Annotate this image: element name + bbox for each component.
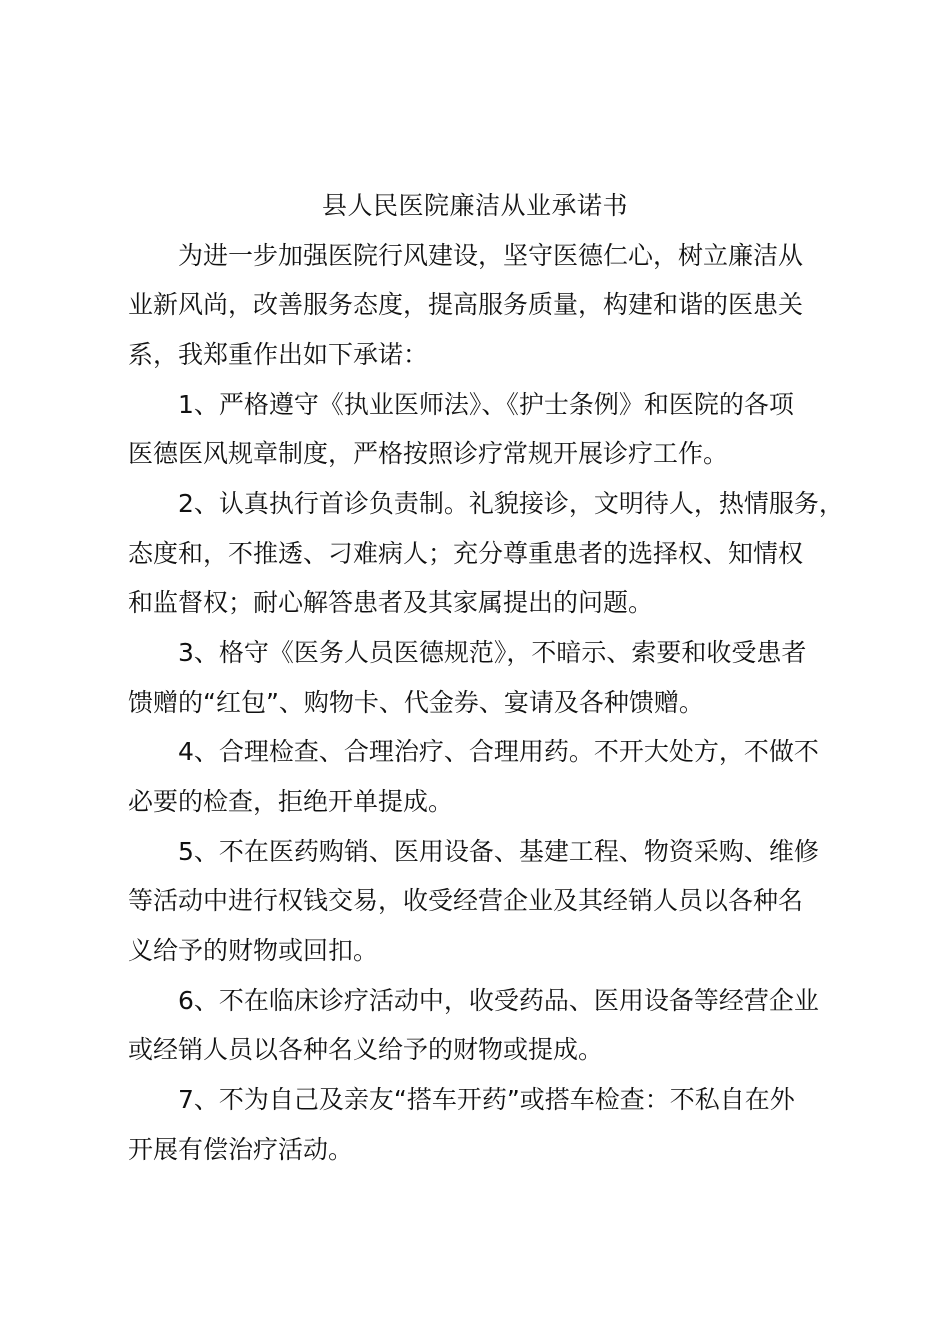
item-3-line-1: 3、格守《医务人员医德规范》，不暗示、索要和收受患者 bbox=[178, 638, 807, 667]
item-7-line-2: 开展有偿治疗活动。 bbox=[128, 1135, 354, 1164]
item-1-line-2: 医德医风规章制度，严格按照诊疗常规开展诊疗工作。 bbox=[128, 439, 729, 468]
item-6-line-2: 或经销人员以各种名义给予的财物或提成。 bbox=[128, 1035, 604, 1064]
item-5-line-3: 义给予的财物或回扣。 bbox=[128, 936, 379, 965]
item-4-line-2: 必要的检查，拒绝开单提成。 bbox=[128, 787, 454, 816]
item-4-line-1: 4、合理检查、合理治疗、合理用药。不开大处方，不做不 bbox=[178, 737, 819, 766]
item-7-line-1: 7、不为自己及亲友“搭车开药”或搭车检查：不私自在外 bbox=[178, 1085, 795, 1114]
intro-line-1: 为进一步加强医院行风建设，坚守医德仁心，树立廉洁从 bbox=[178, 241, 804, 270]
item-1-line-1: 1、严格遵守《执业医师法》、《护士条例》和医院的各项 bbox=[178, 390, 794, 419]
item-2-line-3: 和监督权；耐心解答患者及其家属提出的问题。 bbox=[128, 588, 654, 617]
item-2-line-2: 态度和，不推透、刁难病人；充分尊重患者的选择权、知情权 bbox=[128, 539, 804, 568]
item-6-line-1: 6、不在临床诊疗活动中，收受药品、医用设备等经营企业 bbox=[178, 986, 819, 1015]
intro-line-2: 业新风尚，改善服务态度，提高服务质量，构建和谐的医患关 bbox=[128, 290, 804, 319]
document-title: 县人民医院廉洁从业承诺书 bbox=[321, 191, 628, 220]
item-5-line-2: 等活动中进行权钱交易，收受经营企业及其经销人员以各种名 bbox=[128, 886, 804, 915]
item-3-line-2: 馈赠的“红包”、购物卡、代金券、宴请及各种馈赠。 bbox=[128, 688, 704, 717]
intro-line-3: 系，我郑重作出如下承诺： bbox=[128, 340, 429, 369]
item-2-line-1: 2、认真执行首诊负责制。礼貌接诊，文明待人，热情服务， bbox=[178, 489, 844, 518]
item-5-line-1: 5、不在医药购销、医用设备、基建工程、物资采购、维修 bbox=[178, 837, 819, 866]
